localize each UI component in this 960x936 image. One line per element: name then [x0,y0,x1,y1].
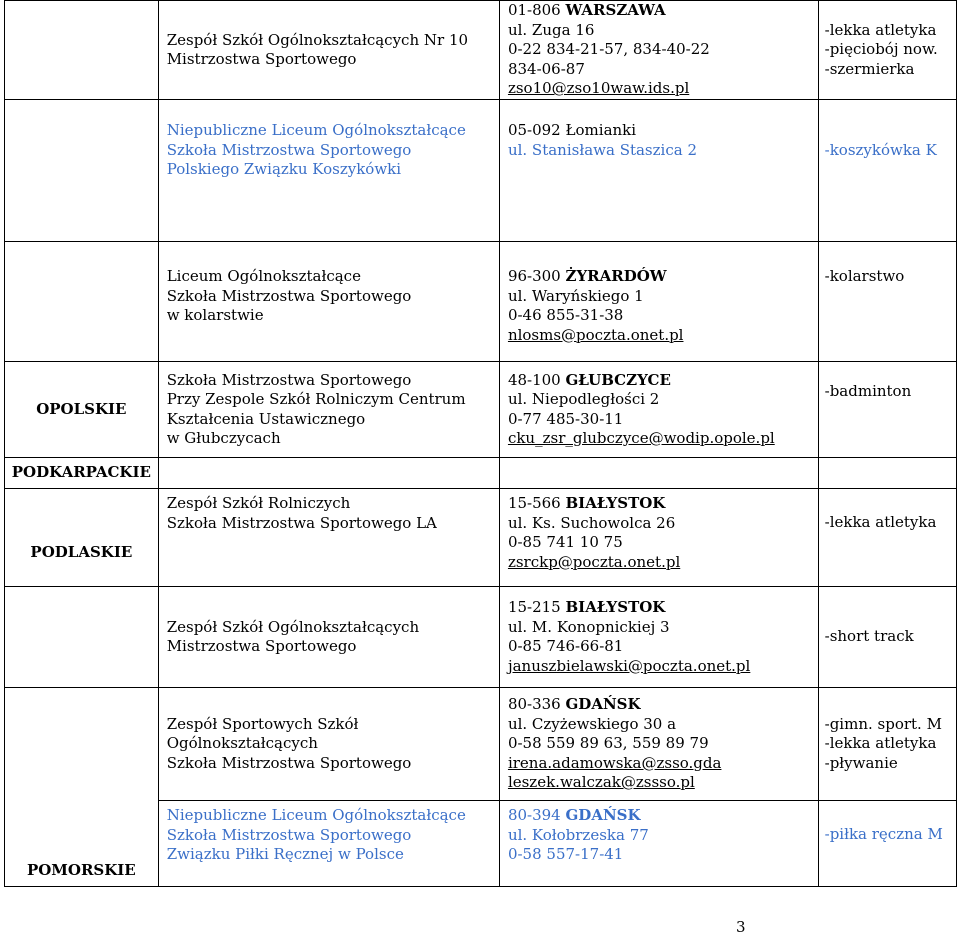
postal-code: 01-806 [507,1,566,20]
region-label: POMORSKIE [26,860,136,879]
school-name-line: Zespół Szkół Ogólnokształcących Nr 10 [166,30,469,49]
table-row [5,489,957,587]
region-cell [5,587,159,688]
region-cell [5,688,159,887]
address-cell [499,1,818,100]
address-cell [499,489,818,587]
region-cell [5,1,159,100]
school-name-line: Związku Piłki Ręcznej w Polsce [166,845,404,863]
sport-cell [818,362,956,458]
sport-cell [818,100,956,242]
email-link[interactable]: irena.adamowska@zsso.gda [507,753,722,772]
sport-item: -szermierka [824,59,915,78]
phone: 0-85 746-66-81 [507,637,624,655]
postal-code: 15-215 [507,598,566,616]
email-link[interactable]: nlosms@poczta.onet.pl [507,325,684,344]
street: ul. Ks. Suchowolca 26 [507,513,676,532]
address-cell [499,801,818,887]
city: WARSZAWA [565,1,666,20]
sport-item: -gimn. sport. M [824,714,942,733]
phone: 0-22 834-21-57, 834-40-22 [507,40,710,59]
address-cell [499,242,818,362]
address-cell [499,100,818,242]
school-name-line: w Głubczycach [166,429,281,447]
sport-cell [818,489,956,587]
school-cell [158,100,499,242]
school-name-line: Szkoła Mistrzostwa Sportowego LA [166,513,437,532]
table-row [5,458,957,489]
sport-item: -badminton [824,382,912,400]
sport-item: -koszykówka K [824,141,937,159]
region-cell: PODLASKIE [5,489,159,587]
postal-code: 15-566 [507,494,566,512]
phone: 0-46 855-31-38 [507,306,624,324]
school-name-line: Szkoła Mistrzostwa Sportowego [166,140,412,159]
school-name-line: w kolarstwie [166,306,264,324]
street: ul. Niepodległości 2 [507,390,660,408]
sport-cell [818,801,956,887]
address-cell [499,688,818,801]
address-cell [499,362,818,458]
city: ŻYRARDÓW [565,267,667,285]
sport-cell [818,688,956,801]
school-name-line: Niepubliczne Liceum Ogólnokształcące [166,806,466,824]
email-link[interactable]: leszek.walczak@zssso.pl [507,773,695,792]
sport-item: -lekka atletyka [824,734,937,753]
street: ul. Waryńskiego 1 [507,286,644,305]
schools-table-page [4,0,957,887]
school-name-line: Ogólnokształcących [166,734,318,753]
region-cell [5,242,159,362]
phone: 0-77 485-30-11 [507,409,624,428]
sport-item: -short track [824,627,914,646]
street: ul. Zuga 16 [507,20,595,39]
schools-table [4,0,957,887]
school-cell [158,801,499,887]
school-name-line: Szkoła Mistrzostwa Sportowego [166,370,412,389]
school-name-line: Przy Zespole Szkół Rolniczym Centrum [166,390,466,408]
table-row [5,100,957,242]
school-name-line: Niepubliczne Liceum Ogólnokształcące [166,121,466,139]
phone: 0-58 557-17-41 [507,845,624,863]
city: BIAŁYSTOK [565,494,666,512]
sport-item: -kolarstwo [824,267,905,285]
city: BIAŁYSTOK [565,598,666,616]
city: GŁUBCZYCE [565,370,671,389]
postal-code: 96-300 [507,267,566,285]
school-cell [158,1,499,100]
sport-item: -piłka ręczna M [824,825,943,843]
school-name-line: Szkoła Mistrzostwa Sportowego [166,753,412,772]
region-cell: PODKARPACKIE [5,458,159,489]
school-name-line: Szkoła Mistrzostwa Sportowego [166,286,412,305]
phone: 0-58 559 89 63, 559 89 79 [507,734,709,753]
school-name-line: Zespół Sportowych Szkół [166,714,359,733]
region-cell [5,100,159,242]
school-name-line: Zespół Szkół Ogólnokształcących [166,617,420,636]
table-row [5,587,957,688]
postal-code: 80-394 [507,806,566,824]
sport-cell [818,242,956,362]
phone: 834-06-87 [507,59,585,78]
street: ul. Kołobrzeska 77 [507,825,649,844]
school-cell [158,489,499,587]
city-line: 05-092 Łomianki [507,121,637,139]
school-name-line: Szkoła Mistrzostwa Sportowego [166,825,412,844]
table-row [5,1,957,100]
email-link[interactable]: zsrckp@poczta.onet.pl [507,552,681,571]
school-name-line: Polskiego Związku Koszykówki [166,160,402,178]
sport-item: -pływanie [824,753,898,772]
school-name-line: Liceum Ogólnokształcące [166,267,361,285]
sport-item: -lekka atletyka [824,513,937,531]
city: GDAŃSK [565,695,641,714]
sport-cell [818,587,956,688]
school-name-line: Zespół Szkół Rolniczych [166,494,351,512]
address-cell [499,587,818,688]
postal-code: 48-100 [507,370,566,389]
school-cell [158,688,499,801]
sport-cell [818,458,956,489]
school-cell [158,362,499,458]
region-cell: OPOLSKIE [5,362,159,458]
school-cell [158,587,499,688]
postal-code: 80-336 [507,695,566,714]
table-row [5,242,957,362]
school-cell [158,242,499,362]
sport-item: -lekka atletyka [824,20,937,39]
street: ul. Czyżewskiego 30 a [507,714,677,733]
school-name-line: Mistrzostwa Sportowego [166,50,357,68]
sport-item: -pięciobój now. [824,40,938,59]
table-row [5,688,957,801]
school-name-line: Kształcenia Ustawicznego [166,409,366,428]
street: ul. Stanisława Staszica 2 [507,140,697,159]
email-link[interactable]: zso10@zso10waw.ids.pl [507,79,690,98]
school-name-line: Mistrzostwa Sportowego [166,637,357,655]
school-cell [158,458,499,489]
table-row [5,362,957,458]
email-link[interactable]: januszbielawski@poczta.onet.pl [507,656,751,675]
page-number: 3 [736,918,746,936]
city: GDAŃSK [565,806,641,824]
email-link[interactable]: cku_zsr_glubczyce@wodip.opole.pl [507,429,775,447]
sport-cell [818,1,956,100]
phone: 0-85 741 10 75 [507,533,623,551]
address-cell [499,458,818,489]
street: ul. M. Konopnickiej 3 [507,617,670,636]
